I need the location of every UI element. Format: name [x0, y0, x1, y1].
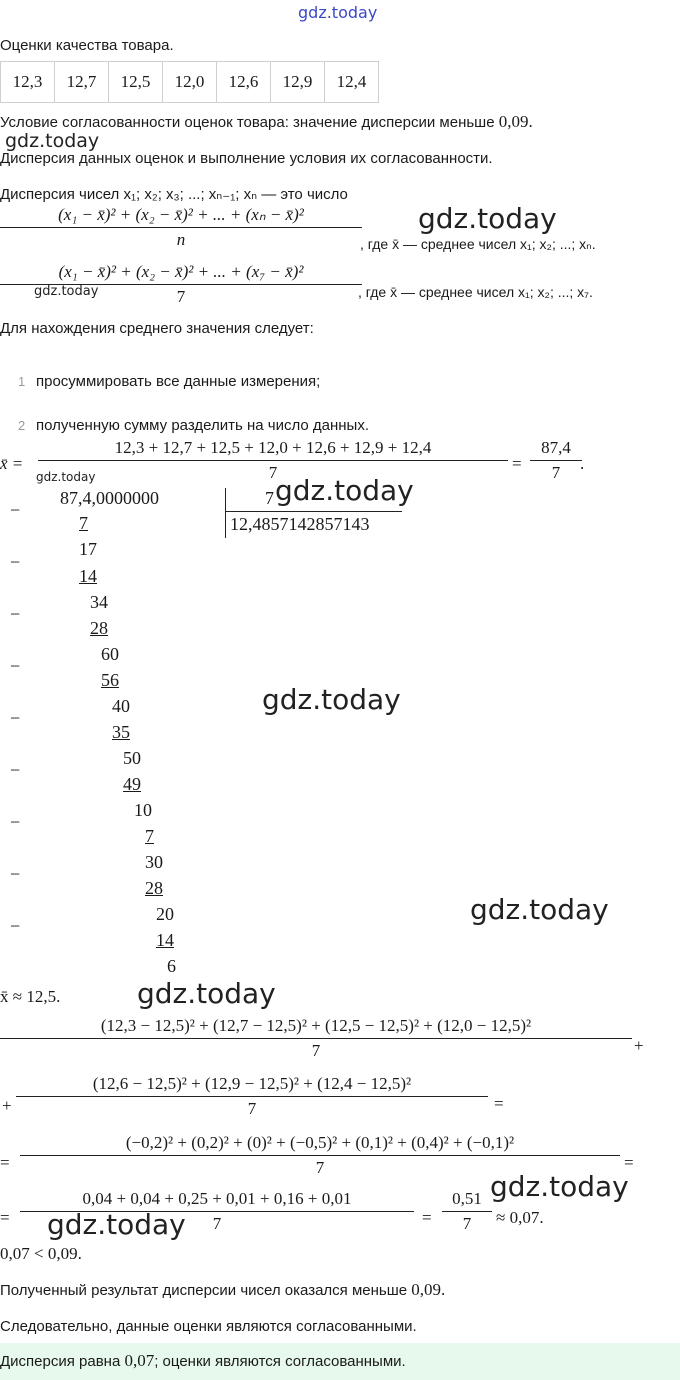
rating-cell: 12,6	[217, 62, 271, 103]
variance-op: =	[624, 1153, 634, 1172]
mean-approx: x̄ ≈ 12,5.	[0, 987, 61, 1006]
division-remainder: 60	[101, 644, 119, 664]
variance-numerator: 0,04 + 0,04 + 0,25 + 0,01 + 0,16 + 0,01	[82, 1189, 352, 1208]
variance-line-2	[16, 1074, 488, 1119]
division-subtrahend: 49	[123, 774, 141, 794]
division-vertical-line	[225, 488, 226, 538]
division-remainder: 10	[134, 800, 152, 820]
variance-op: =	[0, 1208, 10, 1227]
variance-result-num: 0,51	[452, 1189, 482, 1208]
result-text: Полученный результат дисперсии чисел оказался меньше	[0, 1282, 412, 1299]
formula-denominator: 7	[176, 287, 186, 306]
watermark: gdz.today	[490, 1170, 629, 1203]
variance-result-den: 7	[462, 1214, 472, 1233]
division-remainder: 50	[123, 748, 141, 768]
watermark: gdz.today	[275, 474, 414, 507]
minus-sign: −	[10, 812, 21, 832]
variance-op: =	[422, 1208, 432, 1227]
step-text: просуммировать все данные измерения;	[36, 373, 321, 390]
watermark-top: gdz.today	[298, 3, 378, 22]
formula-numerator: (x₁ − x̄)² + (x₂ − x̄)² + ... + (x₇ − x̄)²	[58, 262, 304, 281]
mean-numerator: 12,3 + 12,7 + 12,5 + 12,0 + 12,6 + 12,9 + 12,4	[114, 438, 432, 457]
variance-approx: ≈ 0,07.	[496, 1208, 544, 1227]
division-remainder: 20	[156, 904, 174, 924]
answer-line	[0, 1352, 406, 1371]
variance-numerator: (−0,2)² + (0,2)² + (0)² + (−0,5)² + (0,1)² + (0,4)² + (−0,1)²	[125, 1133, 515, 1152]
minus-sign: −	[10, 864, 21, 884]
variance-formula-general	[0, 205, 362, 250]
division-remainder: 17	[79, 539, 97, 559]
rating-cell: 12,4	[325, 62, 379, 103]
minus-sign: −	[10, 604, 21, 624]
mean-fraction	[38, 438, 508, 483]
watermark: gdz.today	[418, 202, 557, 235]
step-number: 1	[18, 374, 26, 389]
answer-box	[0, 1343, 680, 1380]
variance-denominator: 7	[315, 1158, 325, 1177]
watermark: gdz.today	[262, 683, 401, 716]
division-quotient: 12,4857142857143	[230, 514, 370, 534]
minus-sign: −	[10, 916, 21, 936]
rating-cell: 12,7	[55, 62, 109, 103]
step-number: 2	[18, 418, 26, 433]
ratings-table	[0, 61, 379, 103]
mean-end: .	[580, 454, 585, 473]
answer-pre: Дисперсия равна	[0, 1353, 125, 1370]
minus-sign: −	[10, 500, 21, 520]
variance-line-1	[0, 1016, 632, 1061]
division-remainder: 40	[112, 696, 130, 716]
task-line: Дисперсия данных оценок и выполнение условия их согласованности.	[0, 150, 493, 167]
watermark: gdz.today	[470, 893, 609, 926]
rating-cell: 12,0	[163, 62, 217, 103]
variance-denominator: 7	[311, 1041, 321, 1060]
formula-numerator: (x₁ − x̄)² + (x₂ − x̄)² + ... + (xₙ − x̄)²	[58, 205, 304, 224]
watermark: gdz.today	[137, 977, 276, 1010]
watermark: gdz.today	[47, 1208, 186, 1241]
watermark: gdz.today	[5, 130, 100, 152]
division-subtrahend: 28	[90, 618, 108, 638]
division-dividend: 87,4,0000000	[60, 488, 159, 508]
division-subtrahend: 28	[145, 878, 163, 898]
formula-denominator: n	[176, 230, 186, 249]
watermark: gdz.today	[36, 470, 96, 484]
mean-result-den: 7	[551, 463, 561, 482]
division-subtrahend: 7	[79, 513, 88, 533]
division-subtrahend: 35	[112, 722, 130, 742]
step-text: полученную сумму разделить на число данных.	[36, 417, 369, 434]
rating-cell: 12,3	[1, 62, 55, 103]
division-horizontal-line	[226, 511, 402, 512]
answer-post: ; оценки являются согласованными.	[154, 1353, 406, 1370]
division-remainder: 30	[145, 852, 163, 872]
mean-result	[530, 438, 585, 483]
division-subtrahend: 14	[79, 566, 97, 586]
definition-intro: Дисперсия чисел x₁; x₂; x₃; ...; xₙ₋₁; xₙ — это число	[0, 186, 348, 203]
division-subtrahend: 56	[101, 670, 119, 690]
minus-sign: −	[10, 708, 21, 728]
mean-equals: =	[512, 454, 522, 473]
variance-result	[442, 1189, 492, 1234]
watermark: gdz.today	[34, 284, 99, 299]
mean-result-num: 87,4	[541, 438, 571, 457]
condition-text: Условие согласованности оценок товара: значение дисперсии меньше	[0, 114, 499, 131]
variance-denominator: 7	[212, 1214, 222, 1233]
result-line	[0, 1281, 445, 1300]
variance-numerator: (12,6 − 12,5)² + (12,9 − 12,5)² + (12,4 − 12,5)²	[92, 1074, 412, 1093]
minus-sign: −	[10, 552, 21, 572]
condition-value: 0,09.	[498, 112, 533, 131]
division-subtrahend: 7	[145, 826, 154, 846]
formula-general-tail: , где x̄ — среднее чисел x₁; x₂; ...; xₙ.	[360, 236, 596, 252]
rating-cell: 12,9	[271, 62, 325, 103]
ratings-heading: Оценки качества товара.	[0, 37, 174, 54]
variance-op: =	[494, 1094, 504, 1113]
mean-intro: Для нахождения среднего значения следует:	[0, 320, 314, 337]
answer-value: 0,07	[124, 1351, 155, 1370]
variance-denominator: 7	[247, 1099, 257, 1118]
variance-op: =	[0, 1153, 10, 1172]
conclusion-line: Следовательно, данные оценки являются согласованными.	[0, 1318, 417, 1335]
division-divisor: 7	[265, 488, 274, 508]
division-remainder: 34	[90, 592, 108, 612]
mean-denominator: 7	[268, 463, 278, 482]
variance-op: +	[634, 1036, 644, 1055]
variance-op: +	[2, 1096, 12, 1115]
minus-sign: −	[10, 760, 21, 780]
comparison: 0,07 < 0,09.	[0, 1244, 82, 1263]
division-subtrahend: 14	[156, 930, 174, 950]
result-value: 0,09.	[411, 1280, 446, 1299]
variance-numerator: (12,3 − 12,5)² + (12,7 − 12,5)² + (12,5 − 12,5)² + (12,0 − 12,5)²	[100, 1016, 532, 1035]
division-remainder: 6	[167, 956, 176, 976]
mean-lhs: x̄ =	[0, 454, 24, 473]
minus-sign: −	[10, 656, 21, 676]
formula-seven-tail: , где x̄ — среднее чисел x₁; x₂; ...; x₇.	[358, 284, 593, 300]
rating-cell: 12,5	[109, 62, 163, 103]
